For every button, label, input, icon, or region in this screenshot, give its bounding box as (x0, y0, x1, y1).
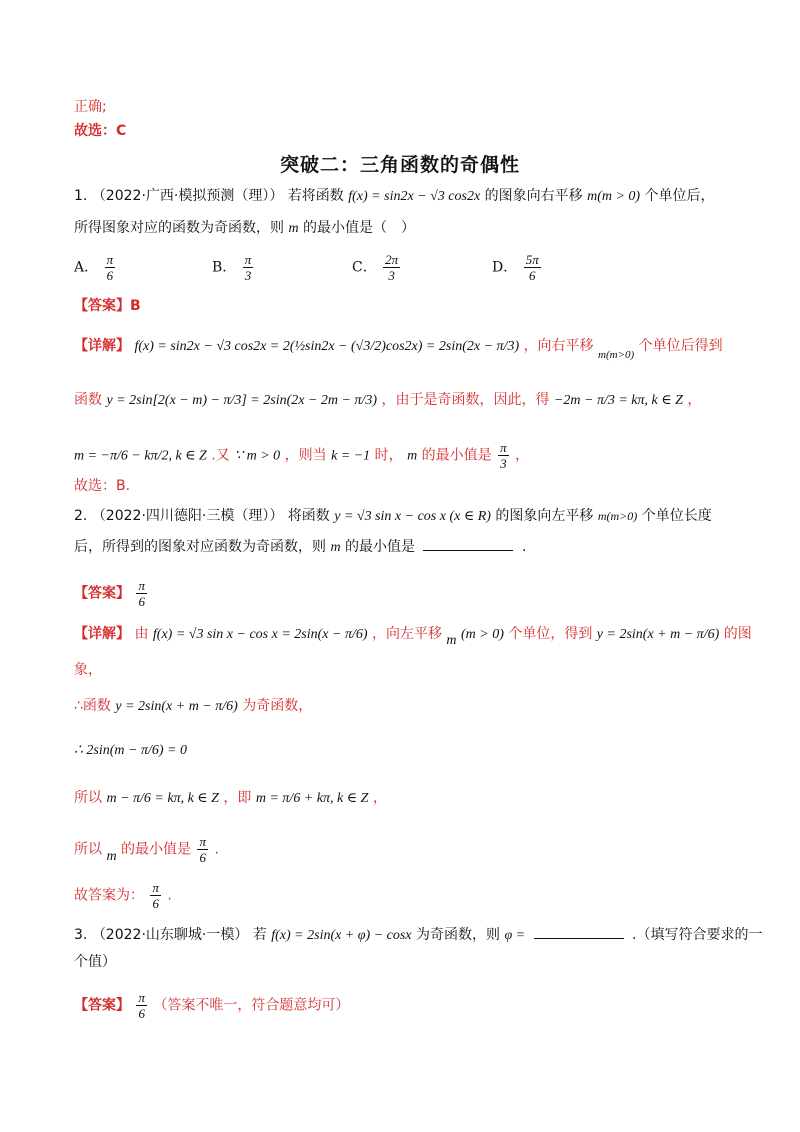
q1-option-c: C． $\frac{2\pi}{3}$ (352, 252, 399, 283)
correct-label: 正确; (74, 99, 107, 115)
q2-detail-wrap: 象， (74, 662, 102, 678)
q2-detail-5: 所以 m 的最小值是 $\frac{\pi}{6}$ . (74, 834, 219, 865)
q2-answer: 【答案】 $\frac{\pi}{6}$ (74, 578, 145, 609)
q1-line2: 所得图象对应的函数为奇函数，则 m 的最小值是（ ） (74, 220, 416, 236)
q2-detail-1: 【详解】 由 f(x) = √3 sin x − cos x = 2sin(x − π/6) ，向左平移 m (m > 0) 个单位，得到 y = 2sin(x + m − π/6) 的图 (74, 626, 752, 648)
q1-option-a: A． $\frac{\pi}{6}$ (74, 252, 114, 283)
q1-line1: 1. （2022·广西·模拟预测（理）） 若将函数 f(x) = sin2x − √3 cos2x 的图象向右平移 m(m > 0) 个单位后， (74, 188, 715, 204)
q1-shift: m(m > 0) (587, 189, 641, 204)
q1-detail-1: 【详解】 f(x) = sin2x − √3 cos2x = 2(½sin2x − (√3/2)cos2x) = 2sin(2x − π/3) ，向右平移 $_{m(m>0)}$ 个单位后得到 (74, 338, 723, 361)
q2-line2: 后，所得到的图象对应函数为奇函数，则 m 的最小值是 . (74, 536, 526, 558)
q3-answer: 【答案】 $\frac{\pi}{6}$ （答案不唯一，符合题意均可） (74, 990, 350, 1021)
q1-function: f(x) = sin2x − √3 cos2x (348, 189, 481, 204)
q1-detail-3: m = −π/6 − kπ/2, k ∈ Z .又 ∵ m > 0 ，则当 k = −1 时， m 的最小值是 $\frac{\pi}{3}$ ， (74, 440, 530, 471)
q1-answer: 【答案】B (74, 298, 141, 314)
q2-detail-6: 故答案为： $\frac{\pi}{6}$ . (74, 880, 172, 911)
q1-detail-2: 函数 y = 2sin[2(x − m) − π/3] = 2sin(2x − 2m − π/3) ，由于是奇函数，因此，得 −2m − π/3 = kπ, k ∈ Z ， (74, 392, 702, 408)
q3-line2: 个值） (74, 954, 116, 970)
q1-number: 1. (74, 188, 88, 204)
q2-answer-blank (423, 536, 513, 551)
q1-option-b: B． $\frac{\pi}{3}$ (212, 252, 252, 283)
q1-source: （2022·广西·模拟预测（理）） (91, 188, 284, 204)
q2-detail-4: 所以 m − π/6 = kπ, k ∈ Z ，即 m = π/6 + kπ, k ∈ Z ， (74, 790, 387, 806)
q3-answer-blank (534, 924, 624, 939)
q3-line1: 3. （2022·山东聊城·一模） 若 f(x) = 2sin(x + φ) − cosx 为奇函数，则 φ = .（填写符合要求的一 (74, 924, 763, 946)
section-title: 突破二：三角函数的奇偶性 (279, 154, 520, 176)
q1-option-d: D． $\frac{5\pi}{6}$ (492, 252, 539, 283)
choice-line: 故选：C (74, 123, 127, 139)
q2-detail-3: ∴ 2sin(m − π/6) = 0 (74, 743, 187, 758)
q2-detail-2: ∴函数 y = 2sin(x + m − π/6) 为奇函数， (74, 698, 313, 714)
q1-detail-4: 故选：B. (74, 478, 131, 494)
q2-line1: 2. （2022·四川德阳·三模（理）） 将函数 y = √3 sin x − cos x (x ∈ R) 的图象向左平移 m(m>0) 个单位长度 (74, 508, 712, 524)
